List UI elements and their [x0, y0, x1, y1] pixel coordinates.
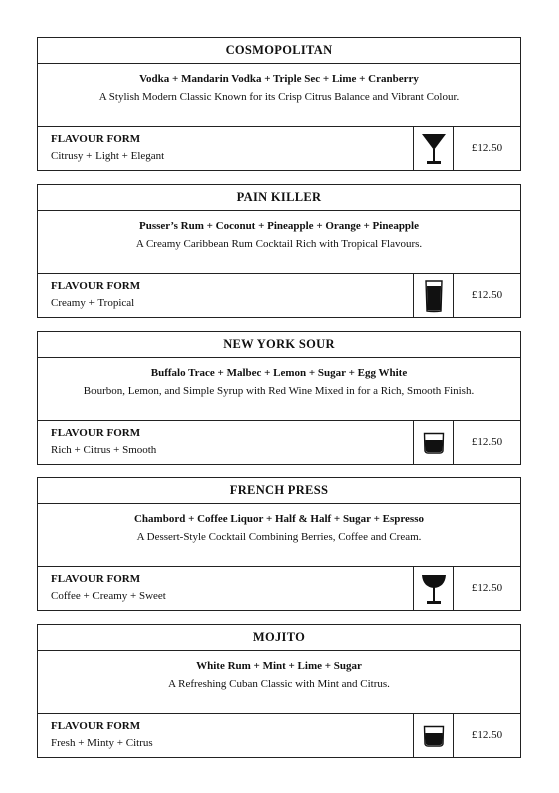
flavour-form-label: FLAVOUR FORM	[51, 427, 141, 439]
cocktail-description: A Refreshing Cuban Classic with Mint and Citrus.	[168, 678, 390, 690]
cocktail-price: £12.50	[471, 729, 503, 741]
cocktail-details	[38, 211, 520, 274]
cocktail-price: £12.50	[471, 436, 503, 448]
cocktail-name: NEW YORK SOUR	[38, 332, 520, 358]
cocktail-description: Bourbon, Lemon, and Simple Syrup with Red Wine Mixed in for a Rich, Smooth Finish.	[83, 385, 475, 397]
cocktail-price: £12.50	[471, 582, 503, 594]
flavour-form	[51, 131, 411, 164]
cocktail-details	[38, 504, 520, 567]
menu-card-french-press	[37, 477, 521, 611]
flavour-form-label: FLAVOUR FORM	[51, 720, 141, 732]
cocktail-ingredients: Chambord + Coffee Liquor + Half & Half + Sugar + Espresso	[133, 513, 424, 525]
cocktail-description: A Dessert-Style Cocktail Combining Berries, Coffee and Cream.	[136, 531, 422, 543]
rocks-glass-icon	[423, 432, 445, 454]
glass-cell	[413, 127, 454, 170]
flavour-form-value: Citrusy + Light + Elegant	[51, 150, 165, 162]
cocktail-description: A Creamy Caribbean Rum Cocktail Rich with Tropical Flavours.	[135, 238, 423, 250]
cocktail-name: COSMOPOLITAN	[38, 38, 520, 64]
glass-cell	[413, 421, 454, 464]
menu-card-new-york-sour	[37, 331, 521, 465]
cocktail-ingredients: Buffalo Trace + Malbec + Lemon + Sugar + Egg White	[150, 367, 408, 379]
glass-cell	[413, 274, 454, 317]
cocktail-footer	[38, 127, 520, 170]
flavour-form-value: Creamy + Tropical	[51, 297, 135, 309]
cocktail-price: £12.50	[471, 142, 503, 154]
cocktail-details	[38, 651, 520, 714]
menu-card-cosmopolitan	[37, 37, 521, 171]
cocktail-details	[38, 358, 520, 421]
cocktail-footer	[38, 274, 520, 317]
glass-cell	[413, 714, 454, 757]
martini-glass-icon	[421, 132, 447, 166]
cocktail-footer	[38, 714, 520, 757]
rocks-glass-icon	[423, 725, 445, 747]
menu-card-pain-killer	[37, 184, 521, 318]
cocktail-price: £12.50	[471, 289, 503, 301]
cocktail-ingredients: Vodka + Mandarin Vodka + Triple Sec + Lime + Cranberry	[139, 73, 419, 85]
cocktail-details	[38, 64, 520, 127]
flavour-form-label: FLAVOUR FORM	[51, 133, 141, 145]
highball-glass-icon	[424, 279, 444, 313]
flavour-form-label: FLAVOUR FORM	[51, 573, 141, 585]
cocktail-name: FRENCH PRESS	[38, 478, 520, 504]
flavour-form	[51, 278, 411, 311]
cocktail-name: PAIN KILLER	[38, 185, 520, 211]
flavour-form-value: Coffee + Creamy + Sweet	[51, 590, 166, 602]
cocktail-footer	[38, 567, 520, 610]
coupe-glass-icon	[421, 572, 447, 606]
flavour-form-value: Fresh + Minty + Citrus	[51, 737, 153, 749]
cocktail-ingredients: Pusser’s Rum + Coconut + Pineapple + Orange + Pineapple	[138, 220, 419, 232]
menu-card-mojito	[37, 624, 521, 758]
flavour-form	[51, 425, 411, 458]
flavour-form-label: FLAVOUR FORM	[51, 280, 141, 292]
cocktail-footer	[38, 421, 520, 464]
flavour-form	[51, 571, 411, 604]
cocktail-description: A Stylish Modern Classic Known for its Crisp Citrus Balance and Vibrant Colour.	[98, 91, 460, 103]
flavour-form-value: Rich + Citrus + Smooth	[51, 444, 157, 456]
flavour-form	[51, 718, 411, 751]
cocktail-ingredients: White Rum + Mint + Lime + Sugar	[196, 660, 362, 672]
cocktail-name: MOJITO	[38, 625, 520, 651]
glass-cell	[413, 567, 454, 610]
